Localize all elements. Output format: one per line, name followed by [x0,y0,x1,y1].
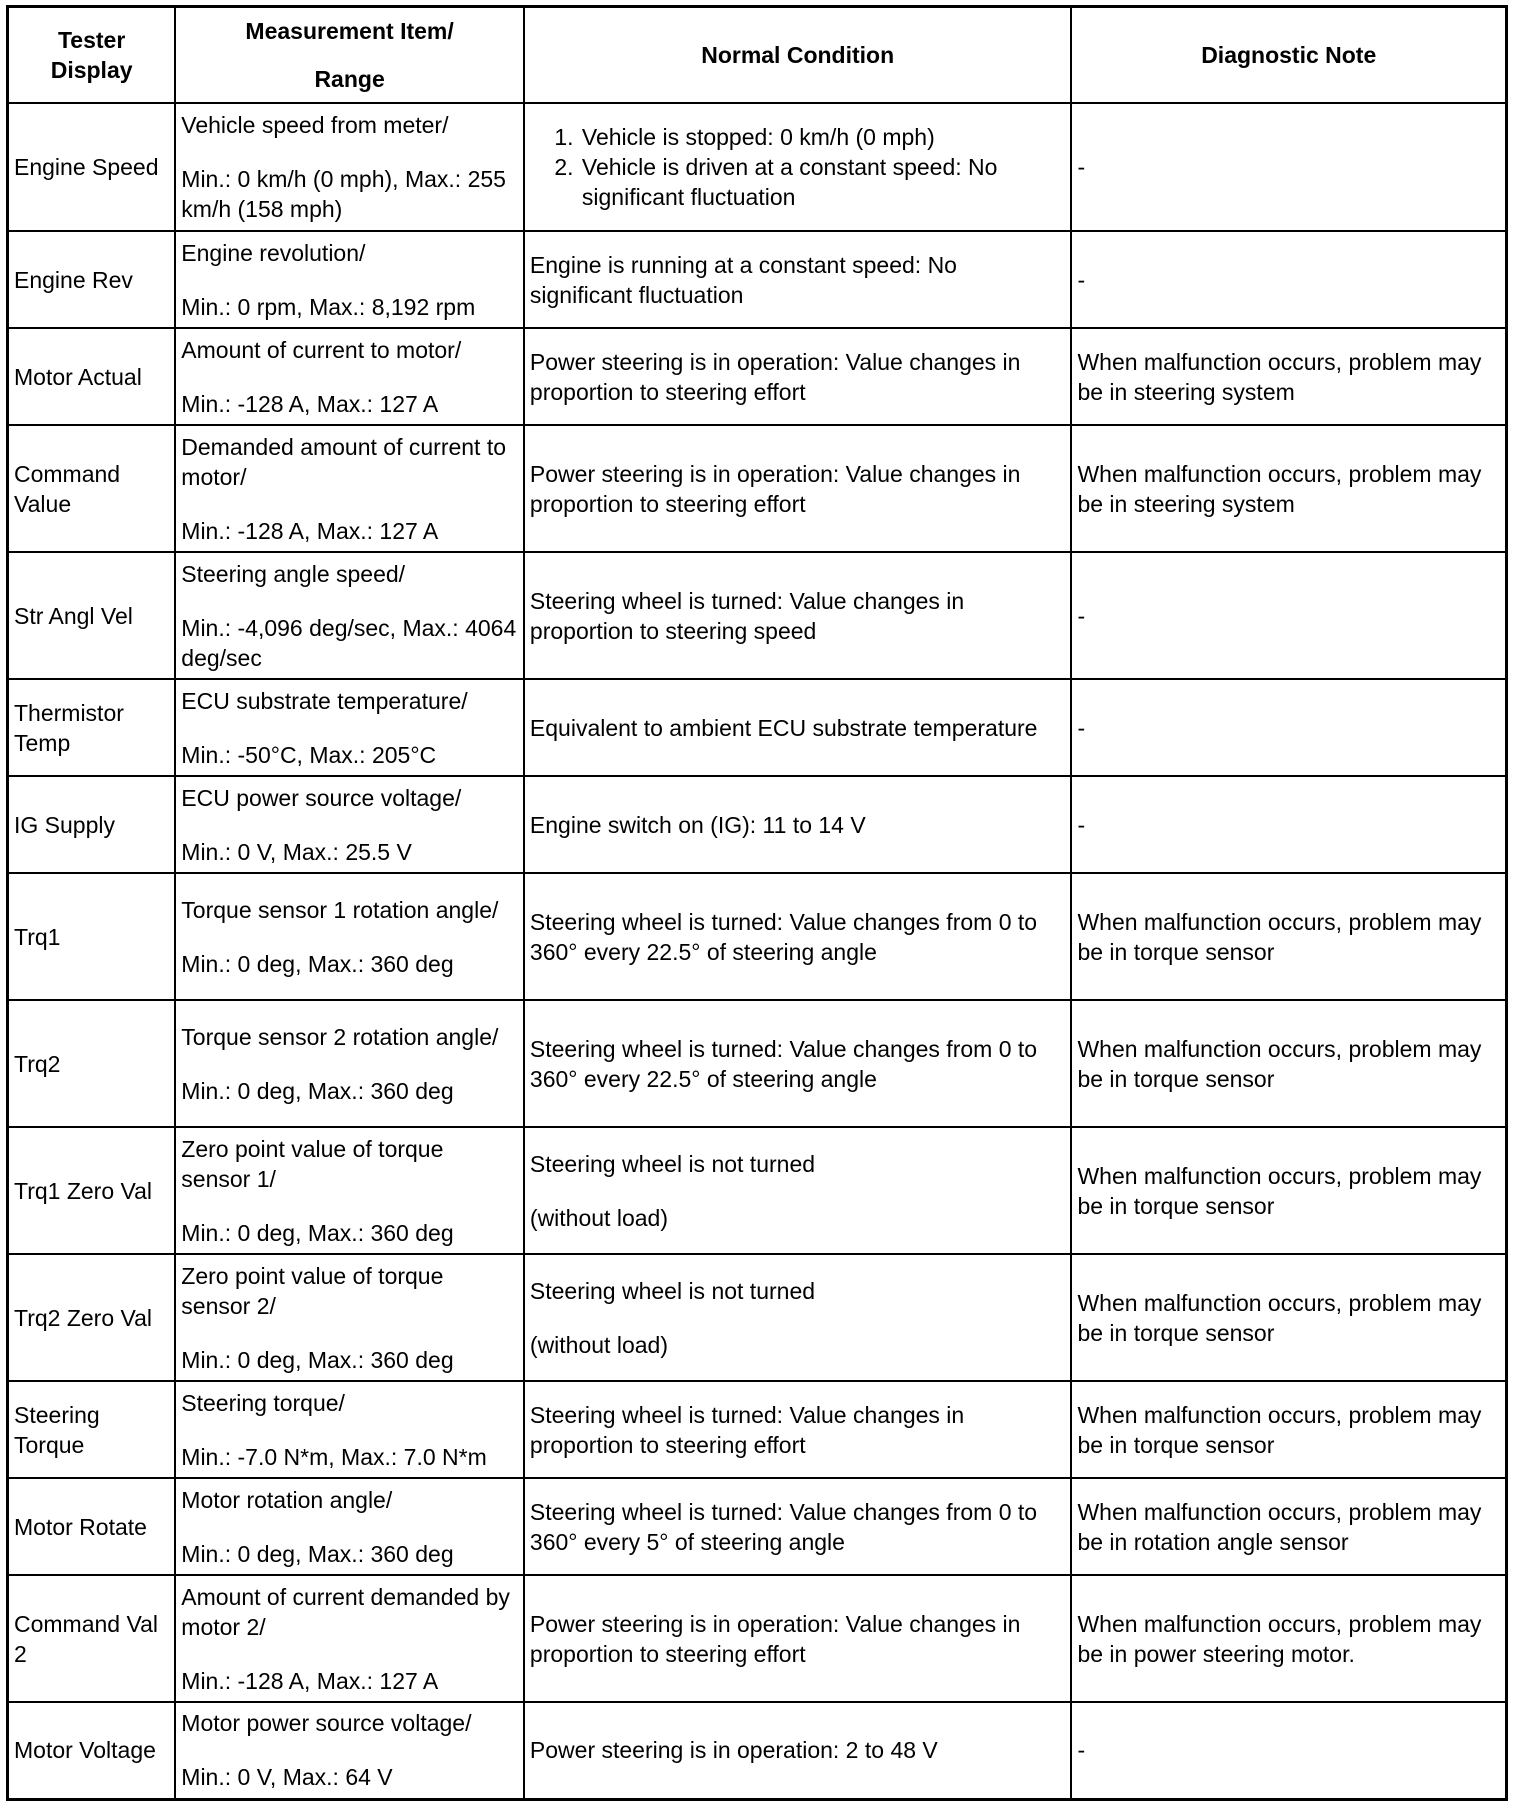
header-tester-display [8,7,176,104]
measurement-range: Min.: -7.0 N*m, Max.: 7.0 N*m [181,1443,487,1470]
normal-condition-cell: Power steering is in operation: Value changes in proportion to steering effort [524,328,1072,425]
measurement-item: ECU substrate temperature/ [181,687,468,714]
measurement-cell [175,328,524,425]
measurement-range: Min.: 0 deg, Max.: 360 deg [181,950,454,977]
tester-display-cell: Command Val 2 [8,1575,176,1702]
measurement-cell [175,231,524,328]
header-tester-display-line1: Tester [57,27,126,53]
diagnostic-note-cell: When malfunction occurs, problem may be in torque sensor [1071,1000,1506,1127]
table-row [8,1702,1507,1799]
diagnostic-note-cell: When malfunction occurs, problem may be in torque sensor [1071,1254,1506,1381]
measurement-item: ECU power source voltage/ [181,784,462,811]
table-row [8,1478,1507,1575]
diagnostic-note-cell: When malfunction occurs, problem may be in steering system [1071,425,1506,552]
condition-list [530,122,1066,212]
measurement-item: Zero point value of torque sensor 1/ [181,1135,444,1192]
normal-condition-cell: Equivalent to ambient ECU substrate temperature [524,679,1072,776]
table-row [8,1575,1507,1702]
measurement-range: Min.: 0 deg, Max.: 360 deg [181,1219,454,1246]
measurement-item: Amount of current to motor/ [181,336,462,363]
tester-display-cell: Engine Speed [8,103,176,231]
diagnostic-note-cell: When malfunction occurs, problem may be in power steering motor. [1071,1575,1506,1702]
header-tester-display-line2: Display [50,57,133,83]
measurement-cell [175,1702,524,1799]
diagnostic-note-cell: - [1071,776,1506,873]
measurement-cell [175,552,524,679]
measurement-item: Demanded amount of current to motor/ [181,433,507,490]
measurement-cell [175,1254,524,1381]
table-row [8,231,1507,328]
header-normal-condition: Normal Condition [524,7,1072,104]
measurement-item: Motor rotation angle/ [181,1486,393,1513]
normal-condition-cell: Engine is running at a constant speed: No significant fluctuation [524,231,1072,328]
diagnostic-note-cell: - [1071,679,1506,776]
measurement-cell [175,425,524,552]
measurement-range: Min.: -128 A, Max.: 127 A [181,390,439,417]
measurement-cell [175,1575,524,1702]
measurement-range: Min.: 0 V, Max.: 25.5 V [181,838,412,865]
diagnostic-note-cell: When malfunction occurs, problem may be in torque sensor [1071,873,1506,1000]
measurement-range: Min.: 0 deg, Max.: 360 deg [181,1077,454,1104]
diagnostic-note-cell: When malfunction occurs, problem may be in rotation angle sensor [1071,1478,1506,1575]
measurement-range: Min.: -128 A, Max.: 127 A [181,1667,439,1694]
diagnostic-note-cell: When malfunction occurs, problem may be in torque sensor [1071,1381,1506,1478]
condition-list-item: 2. Vehicle is driven at a constant speed: No significant fluctuation [580,152,1066,212]
table-row [8,552,1507,679]
normal-condition-cell: Power steering is in operation: Value changes in proportion to steering effort [524,425,1072,552]
table-row [8,425,1507,552]
measurement-item: Torque sensor 2 rotation angle/ [181,1023,499,1050]
header-measurement-item [175,7,524,104]
table-row [8,776,1507,873]
measurement-item: Steering angle speed/ [181,560,406,587]
tester-display-cell: IG Supply [8,776,176,873]
table-row [8,103,1507,231]
condition-subtext: (without load) [529,1204,668,1231]
measurement-range: Min.: 0 rpm, Max.: 8,192 rpm [181,293,476,320]
tester-display-cell: Trq2 [8,1000,176,1127]
measurement-cell [175,1381,524,1478]
spec-table-wrapper [6,5,1508,1801]
measurement-range: Min.: 0 km/h (0 mph), Max.: 255 km/h (158 mph) [181,166,506,222]
tester-display-cell: Trq2 Zero Val [8,1254,176,1381]
diagnostic-note-cell: - [1071,1702,1506,1799]
table-row [8,1381,1507,1478]
measurement-cell [175,776,524,873]
tester-display-cell: Trq1 Zero Val [8,1127,176,1254]
measurement-range: Min.: 0 V, Max.: 64 V [181,1764,393,1791]
header-diagnostic-note: Diagnostic Note [1071,7,1506,104]
tester-display-cell: Engine Rev [8,231,176,328]
table-row [8,328,1507,425]
measurement-item: Vehicle speed from meter/ [181,112,449,138]
measurement-range: Min.: -128 A, Max.: 127 A [181,517,439,544]
measurement-range: Min.: -50°C, Max.: 205°C [181,741,437,768]
measurement-cell [175,1000,524,1127]
table-row [8,1127,1507,1254]
header-measurement-line1: Measurement Item/ [245,18,454,44]
condition-list-item: 1. Vehicle is stopped: 0 km/h (0 mph) [580,122,1066,152]
tester-display-cell: Motor Rotate [8,1478,176,1575]
normal-condition-cell: Steering wheel is turned: Value changes from 0 to 360° every 5° of steering angle [524,1478,1072,1575]
tester-display-cell: Motor Voltage [8,1702,176,1799]
condition-text: Steering wheel is not turned [529,1277,816,1304]
data-list-table [6,5,1508,1801]
measurement-cell [175,679,524,776]
measurement-item: Amount of current demanded by motor 2/ [181,1583,510,1640]
measurement-range: Min.: -4,096 deg/sec, Max.: 4064 deg/sec [181,614,517,671]
table-row [8,873,1507,1000]
normal-condition-cell [524,103,1072,231]
header-row [8,7,1507,104]
normal-condition-cell: Engine switch on (IG): 11 to 14 V [524,776,1072,873]
header-measurement-line2: Range [314,66,385,92]
table-row [8,1000,1507,1127]
tester-display-cell: Str Angl Vel [8,552,176,679]
diagnostic-note-cell: - [1071,103,1506,231]
measurement-cell [175,873,524,1000]
condition-subtext: (without load) [529,1331,668,1358]
diagnostic-note-cell: - [1071,231,1506,328]
diagnostic-note-cell: When malfunction occurs, problem may be in torque sensor [1071,1127,1506,1254]
measurement-range: Min.: 0 deg, Max.: 360 deg [181,1540,454,1567]
tester-display-cell: Command Value [8,425,176,552]
measurement-cell [175,1127,524,1254]
measurement-item: Torque sensor 1 rotation angle/ [181,896,499,923]
measurement-item: Motor power source voltage/ [181,1710,472,1737]
measurement-item: Zero point value of torque sensor 2/ [181,1262,444,1319]
condition-text: Steering wheel is not turned [529,1150,816,1177]
measurement-item: Engine revolution/ [181,239,366,266]
measurement-cell [175,1478,524,1575]
table-row [8,1254,1507,1381]
normal-condition-cell: Steering wheel is turned: Value changes in proportion to steering speed [524,552,1072,679]
normal-condition-cell: Steering wheel is turned: Value changes in proportion to steering effort [524,1381,1072,1478]
normal-condition-cell: Steering wheel is turned: Value changes from 0 to 360° every 22.5° of steering angle [524,873,1072,1000]
normal-condition-cell [524,1127,1072,1254]
measurement-range: Min.: 0 deg, Max.: 360 deg [181,1346,454,1373]
normal-condition-cell: Power steering is in operation: 2 to 48 V [524,1702,1072,1799]
measurement-cell [175,103,524,231]
tester-display-cell: Steering Torque [8,1381,176,1478]
normal-condition-cell: Power steering is in operation: Value changes in proportion to steering effort [524,1575,1072,1702]
tester-display-cell: Trq1 [8,873,176,1000]
tester-display-cell: Thermistor Temp [8,679,176,776]
normal-condition-cell [524,1254,1072,1381]
diagnostic-note-cell: - [1071,552,1506,679]
normal-condition-cell: Steering wheel is turned: Value changes from 0 to 360° every 22.5° of steering angle [524,1000,1072,1127]
diagnostic-note-cell: When malfunction occurs, problem may be in steering system [1071,328,1506,425]
table-row [8,679,1507,776]
tester-display-cell: Motor Actual [8,328,176,425]
measurement-item: Steering torque/ [181,1389,345,1416]
